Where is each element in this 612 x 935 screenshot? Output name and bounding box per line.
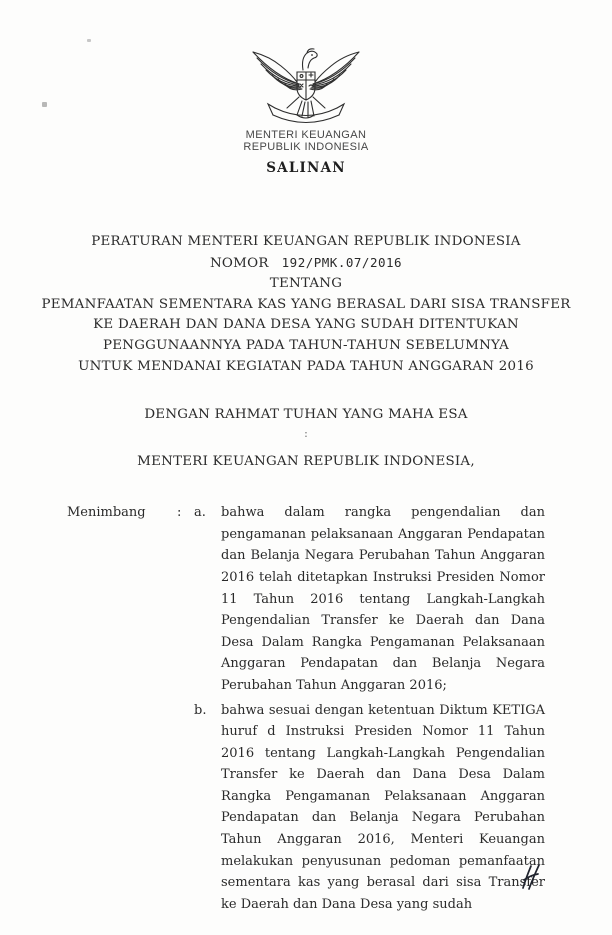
separator-mark: : [304, 427, 308, 441]
subject-line: PEMANFAATAN SEMENTARA KAS YANG BERASAL DARI SISA TRANSFER [41, 296, 571, 312]
scan-speck [42, 102, 47, 107]
letterhead [0, 46, 612, 176]
subject-line: KE DAERAH DAN DANA DESA YANG SUDAH DITENTUKAN [93, 317, 519, 333]
garuda-pancasila-emblem-icon [247, 46, 365, 126]
consideration-item-a [194, 502, 545, 696]
considerations-section [67, 502, 545, 915]
number-value: 192/PMK.07/2016 [281, 254, 403, 270]
authority-line: MENTERI KEUANGAN REPUBLIK INDONESIA, [137, 454, 475, 470]
regulation-number-line [0, 253, 612, 275]
title-block [0, 232, 612, 377]
handwritten-initial-icon [515, 860, 549, 898]
about-label: TENTANG [269, 276, 343, 292]
item-marker: b. [194, 702, 207, 718]
number-label: NOMOR [209, 255, 269, 271]
subject-line: UNTUK MENDANAI KEGIATAN PADA TAHUN ANGGARAN 2016 [78, 358, 534, 374]
ministry-country: REPUBLIK INDONESIA [243, 141, 369, 153]
regulation-heading: PERATURAN MENTERI KEUANGAN REPUBLIK INDONESIA [91, 234, 521, 249]
consideration-item-b [194, 700, 545, 916]
invocation: DENGAN RAHMAT TUHAN YANG MAHA ESA [144, 407, 468, 423]
ministry-name: MENTERI KEUANGAN [245, 129, 367, 141]
item-text: bahwa sesuai dengan ketentuan Diktum KETIGA huruf d Instruksi Presiden Nomor 11 Tahun 2016 tentang Langkah-Langkah Pengendalian Transfer ke Daerah dan Dana Desa Dalam Rangka Pengamanan Pelaksanaan Anggaran Pendapatan dan Belanja Negara Perubahan Tahun Anggaran 2016, Menteri Keuangan melakukan penyusunan pedoman pemanfaatan sementara kas yang berasal dari sisa Transfer ke Daerah dan Dana Desa yang sudah [221, 702, 545, 912]
considerations-colon: : [177, 505, 182, 521]
considerations-label: Menimbang [67, 505, 146, 521]
item-text: bahwa dalam rangka pengendalian dan pengamanan pelaksanaan Anggaran Pendapatan dan Belanja Negara Perubahan Tahun Anggaran 2016 telah ditetapkan Instruksi Presiden Nomor 11 Tahun 2016 tentang Langkah-Langkah Pengendalian Transfer ke Daerah dan Dana Desa Dalam Rangka Pengamanan Pelaksanaan Anggaran Pendapatan dan Belanja Negara Perubahan Tahun Anggaran 2016; [221, 505, 545, 693]
copy-stamp: SALINAN [266, 160, 346, 176]
considerations-items [194, 502, 545, 915]
item-marker: a. [194, 505, 206, 521]
scan-speck [87, 39, 91, 42]
subject-line: PENGGUNAANNYA PADA TAHUN-TAHUN SEBELUMNYA [102, 337, 510, 353]
